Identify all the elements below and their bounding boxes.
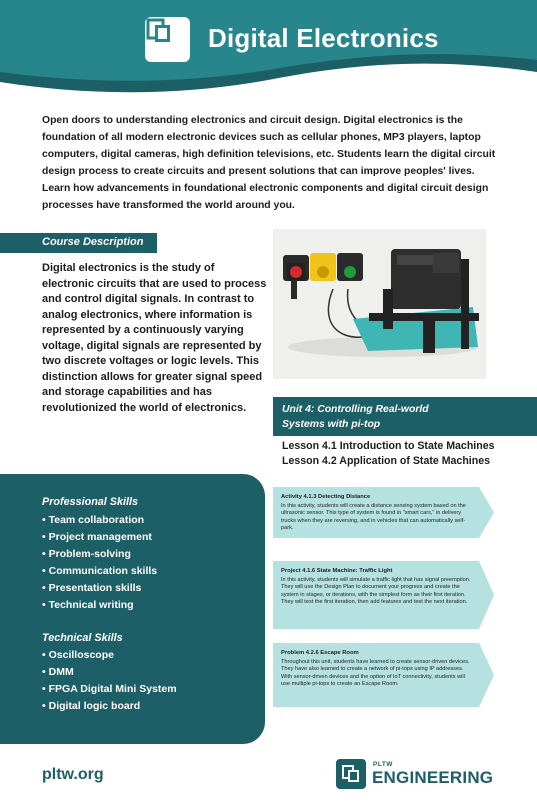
pltw-logo-icon bbox=[145, 17, 190, 62]
course-description-heading: Course Description bbox=[0, 233, 157, 253]
activity-text: Throughout this unit, students have learned to create sensor-driven devices. They have also learned to create a network of pi-tops using IP addresses. With sensor-driven devices and the option of IoT connectivity, students will use multiple pi-tops to create an Escape Room. bbox=[281, 658, 470, 688]
lesson-item: Lesson 4.2 Application of State Machines bbox=[282, 455, 490, 467]
list-item: • Digital logic board bbox=[42, 700, 141, 712]
list-item: • FPGA Digital Mini System bbox=[42, 683, 177, 695]
list-item: • Technical writing bbox=[42, 599, 134, 611]
footer-brand-large: ENGINEERING bbox=[372, 768, 494, 787]
lesson-item: Lesson 4.1 Introduction to State Machines bbox=[282, 440, 495, 452]
professional-skills-heading: Professional Skills bbox=[42, 496, 139, 508]
list-item: • Presentation skills bbox=[42, 582, 142, 594]
unit-heading bbox=[273, 397, 537, 436]
footer-brand-small: PLTW bbox=[373, 761, 393, 768]
lesson-list bbox=[282, 439, 495, 469]
technical-skills-list bbox=[42, 647, 177, 715]
pltw-logo-icon bbox=[336, 759, 366, 789]
list-item: • Communication skills bbox=[42, 565, 158, 577]
activity-text: In this activity, students will simulate a traffic light that has signal preemption. They will use the Design Plan to document your progress and create the system in stages, or iterations, with the simplest form as their first iteration. They will test the first iteration, then add features and test the next iteration. bbox=[281, 576, 471, 606]
skills-panel bbox=[0, 474, 265, 744]
pi-top-device-photo bbox=[273, 229, 486, 379]
activity-title: Problem 4.2.6 Escape Room bbox=[281, 650, 359, 656]
intro-paragraph: Open doors to understanding electronics and circuit design. Digital electronics is the foundation of all modern electronic devices such as cellular phones, MP3 players, laptop computers, digital cameras, high definition televisions, etc. Students learn the digital circuit design process to create circuits and present solutions that can improve peoples' lives. Learn how advancements in foundational electronic components and digital circuit design processes have transformed the world around you. bbox=[42, 115, 496, 211]
list-item: • Problem-solving bbox=[42, 548, 131, 560]
list-item: • Team collaboration bbox=[42, 514, 145, 526]
list-item: • Oscilloscope bbox=[42, 649, 114, 661]
activity-title: Project 4.1.6 State Machine: Traffic Light bbox=[281, 568, 393, 574]
course-description-text: Digital electronics is the study of electronic circuits that are used to process and control digital signals. In contrast to analog electronics, where information is represented by a continuously varying voltage, digital signals are represented by two discrete voltages or logic levels. This distinction allows for greater signal speed and storage capabilities and has revolutionized the world of electronics. bbox=[42, 262, 267, 414]
activity-title: Activity 4.1.3 Detecting Distance bbox=[281, 494, 371, 500]
list-item: • Project management bbox=[42, 531, 152, 543]
page-title: Digital Electronics bbox=[208, 23, 439, 53]
unit-title-line-2: Systems with pi-top bbox=[282, 419, 381, 430]
page-header bbox=[0, 0, 537, 100]
activity-card bbox=[273, 561, 495, 629]
activity-card bbox=[273, 643, 495, 707]
technical-skills-heading: Technical Skills bbox=[42, 632, 123, 644]
professional-skills-list bbox=[42, 512, 157, 614]
unit-title-line-1: Unit 4: Controlling Real-world bbox=[282, 404, 429, 415]
activity-card bbox=[273, 487, 495, 538]
list-item: • DMM bbox=[42, 666, 74, 678]
activity-text: In this activity, students will create a distance sensing system based on the ultrasonic sensor. This type of system is found in "smart cars," in delivery trucks when they are reversing, and in vehicles that can automatically self-park. bbox=[281, 502, 466, 532]
footer-url-link[interactable]: pltw.org bbox=[42, 766, 104, 783]
